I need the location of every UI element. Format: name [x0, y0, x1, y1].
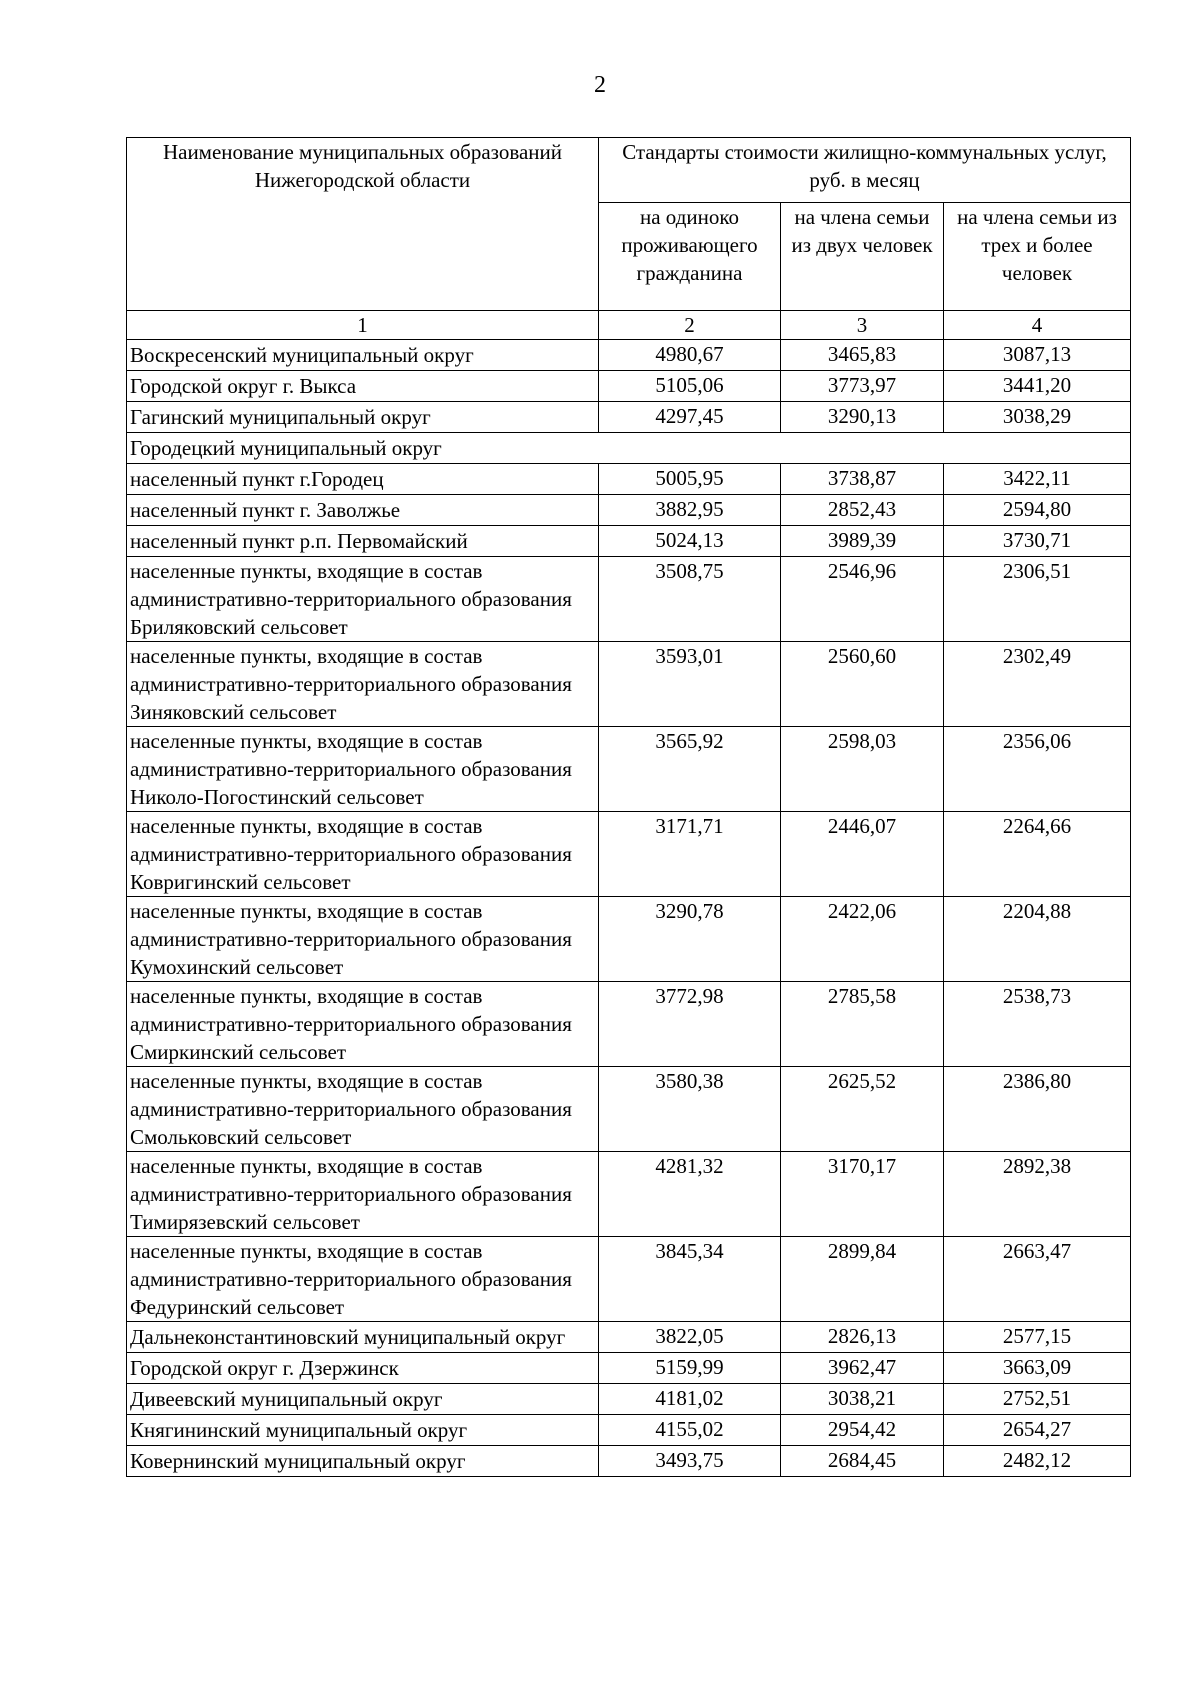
value-family-of-two: 2954,42: [781, 1415, 944, 1446]
value-family-of-three-plus: 2302,49: [944, 642, 1131, 727]
value-single-citizen: 3822,05: [599, 1322, 781, 1353]
value-family-of-three-plus: 2482,12: [944, 1446, 1131, 1477]
tariff-table: [126, 137, 1131, 1477]
value-single-citizen: 3845,34: [599, 1237, 781, 1322]
municipality-name: населенные пункты, входящие в состав административно-территориального образования Тимирязевский сельсовет: [127, 1152, 599, 1237]
municipality-name: населенные пункты, входящие в состав административно-территориального образования Смольковский сельсовет: [127, 1067, 599, 1152]
municipality-name: Городской округ г. Выкса: [127, 371, 599, 402]
table-row: [127, 1384, 1131, 1415]
value-single-citizen: 4155,02: [599, 1415, 781, 1446]
table-row: [127, 982, 1131, 1067]
table-row: [127, 526, 1131, 557]
municipality-name: населенный пункт р.п. Первомайский: [127, 526, 599, 557]
municipality-name: населенные пункты, входящие в состав административно-территориального образования Федуринский сельсовет: [127, 1237, 599, 1322]
municipality-name: населенный пункт г.Городец: [127, 464, 599, 495]
column-index: 2: [599, 311, 781, 340]
value-single-citizen: 3882,95: [599, 495, 781, 526]
value-family-of-two: 2446,07: [781, 812, 944, 897]
value-single-citizen: 5005,95: [599, 464, 781, 495]
municipality-name: Дальнеконстантиновский муниципальный округ: [127, 1322, 599, 1353]
header-cost-standards: Стандарты стоимости жилищно-коммунальных услуг, руб. в месяц: [599, 138, 1131, 203]
value-family-of-three-plus: 3441,20: [944, 371, 1131, 402]
table-row: [127, 371, 1131, 402]
municipality-name: Дивеевский муниципальный округ: [127, 1384, 599, 1415]
table-row: [127, 1067, 1131, 1152]
value-family-of-two: 3738,87: [781, 464, 944, 495]
value-family-of-two: 2852,43: [781, 495, 944, 526]
value-single-citizen: 5159,99: [599, 1353, 781, 1384]
value-single-citizen: 3171,71: [599, 812, 781, 897]
value-family-of-three-plus: 2306,51: [944, 557, 1131, 642]
value-family-of-two: 3170,17: [781, 1152, 944, 1237]
value-family-of-two: 2625,52: [781, 1067, 944, 1152]
value-family-of-three-plus: 2892,38: [944, 1152, 1131, 1237]
value-family-of-three-plus: 3422,11: [944, 464, 1131, 495]
municipality-name: Воскресенский муниципальный округ: [127, 340, 599, 371]
value-family-of-two: 2560,60: [781, 642, 944, 727]
table-row: [127, 495, 1131, 526]
value-family-of-two: 3038,21: [781, 1384, 944, 1415]
section-row: [127, 433, 1131, 464]
value-single-citizen: 5024,13: [599, 526, 781, 557]
value-single-citizen: 3290,78: [599, 897, 781, 982]
table-row: [127, 340, 1131, 371]
municipality-name: населенные пункты, входящие в состав административно-территориального образования Зиняковский сельсовет: [127, 642, 599, 727]
municipality-name: населенный пункт г. Заволжье: [127, 495, 599, 526]
value-family-of-three-plus: 3038,29: [944, 402, 1131, 433]
table-row: [127, 402, 1131, 433]
header-family-of-two: на члена семьи из двух человек: [781, 203, 944, 311]
municipality-name: Княгининский муниципальный округ: [127, 1415, 599, 1446]
header-family-of-three-plus: на члена семьи из трех и более человек: [944, 203, 1131, 311]
value-family-of-two: 2826,13: [781, 1322, 944, 1353]
value-single-citizen: 3593,01: [599, 642, 781, 727]
municipality-name: населенные пункты, входящие в состав административно-территориального образования Бриляковский сельсовет: [127, 557, 599, 642]
value-family-of-two: 3773,97: [781, 371, 944, 402]
value-single-citizen: 4281,32: [599, 1152, 781, 1237]
column-index: 4: [944, 311, 1131, 340]
column-index: 1: [127, 311, 599, 340]
municipality-name: населенные пункты, входящие в состав административно-территориального образования Ковригинский сельсовет: [127, 812, 599, 897]
value-single-citizen: 4297,45: [599, 402, 781, 433]
value-single-citizen: 3565,92: [599, 727, 781, 812]
value-family-of-three-plus: 2204,88: [944, 897, 1131, 982]
table-row: [127, 464, 1131, 495]
table-row: [127, 642, 1131, 727]
value-family-of-three-plus: 2654,27: [944, 1415, 1131, 1446]
table-row: [127, 557, 1131, 642]
municipality-name: Ковернинский муниципальный округ: [127, 1446, 599, 1477]
table-row: [127, 897, 1131, 982]
value-family-of-three-plus: 2538,73: [944, 982, 1131, 1067]
table-row: [127, 1152, 1131, 1237]
value-family-of-three-plus: 2752,51: [944, 1384, 1131, 1415]
table-row: [127, 812, 1131, 897]
value-single-citizen: 3508,75: [599, 557, 781, 642]
value-single-citizen: 3772,98: [599, 982, 781, 1067]
value-family-of-two: 2546,96: [781, 557, 944, 642]
table-row: [127, 1353, 1131, 1384]
table-row: [127, 1446, 1131, 1477]
value-family-of-three-plus: 2386,80: [944, 1067, 1131, 1152]
value-family-of-two: 2422,06: [781, 897, 944, 982]
value-single-citizen: 4980,67: [599, 340, 781, 371]
value-family-of-two: 3290,13: [781, 402, 944, 433]
value-family-of-three-plus: 2577,15: [944, 1322, 1131, 1353]
table-row: [127, 1415, 1131, 1446]
municipality-name: Гагинский муниципальный округ: [127, 402, 599, 433]
value-family-of-two: 2684,45: [781, 1446, 944, 1477]
value-family-of-three-plus: 2356,06: [944, 727, 1131, 812]
value-family-of-two: 3465,83: [781, 340, 944, 371]
value-family-of-three-plus: 2663,47: [944, 1237, 1131, 1322]
value-single-citizen: 3493,75: [599, 1446, 781, 1477]
municipality-name: Городской округ г. Дзержинск: [127, 1353, 599, 1384]
value-family-of-three-plus: 3663,09: [944, 1353, 1131, 1384]
value-family-of-two: 2598,03: [781, 727, 944, 812]
value-family-of-two: 3989,39: [781, 526, 944, 557]
section-name: Городецкий муниципальный округ: [127, 433, 1131, 464]
value-single-citizen: 3580,38: [599, 1067, 781, 1152]
value-family-of-two: 2899,84: [781, 1237, 944, 1322]
municipality-name: населенные пункты, входящие в состав административно-территориального образования Смиркинский сельсовет: [127, 982, 599, 1067]
value-single-citizen: 5105,06: [599, 371, 781, 402]
page-number: 2: [594, 72, 606, 98]
table-row: [127, 727, 1131, 812]
municipality-name: населенные пункты, входящие в состав административно-территориального образования Николо-Погостинский сельсовет: [127, 727, 599, 812]
value-family-of-two: 3962,47: [781, 1353, 944, 1384]
table-row: [127, 1237, 1131, 1322]
municipality-name: населенные пункты, входящие в состав административно-территориального образования Кумохинский сельсовет: [127, 897, 599, 982]
value-family-of-two: 2785,58: [781, 982, 944, 1067]
value-family-of-three-plus: 2594,80: [944, 495, 1131, 526]
table-row: [127, 1322, 1131, 1353]
value-family-of-three-plus: 3087,13: [944, 340, 1131, 371]
value-family-of-three-plus: 2264,66: [944, 812, 1131, 897]
header-single-citizen: на одиноко проживающего гражданина: [599, 203, 781, 311]
table-body: [127, 340, 1131, 1477]
column-index: 3: [781, 311, 944, 340]
header-municipality-name: Наименование муниципальных образований Нижегородской области: [127, 138, 599, 311]
value-family-of-three-plus: 3730,71: [944, 526, 1131, 557]
value-single-citizen: 4181,02: [599, 1384, 781, 1415]
